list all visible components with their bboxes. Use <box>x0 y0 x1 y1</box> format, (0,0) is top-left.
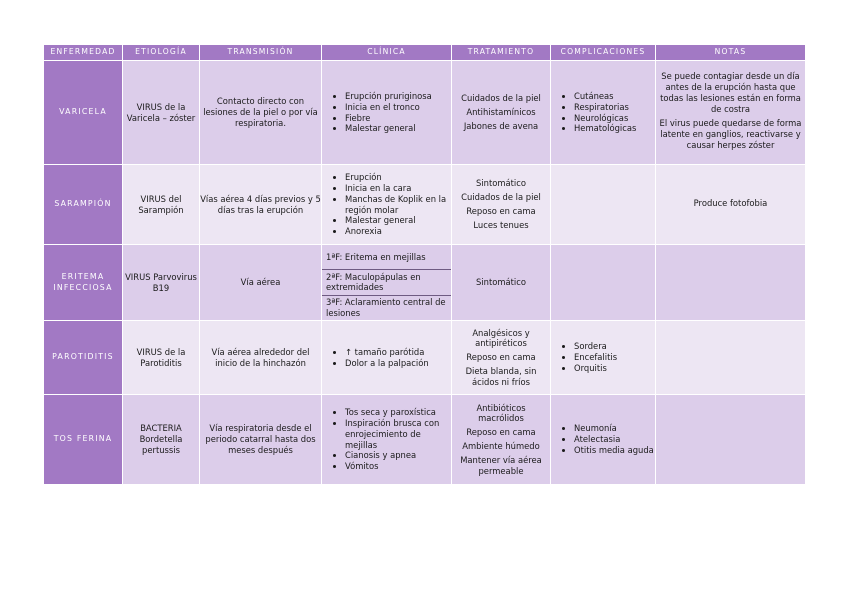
list-item: • Cutáneas <box>574 91 655 102</box>
list-item: Antihistamínicos <box>466 107 536 118</box>
list-item: • Encefalitis <box>574 352 655 363</box>
complications-cell <box>551 395 656 485</box>
list-item: • Atelectasia <box>574 434 655 445</box>
header-enfermedad: ENFERMEDAD <box>44 45 123 61</box>
phase-list <box>322 245 451 320</box>
note-text: Se puede contagiar desde un día antes de la erupción hasta que todas las lesiones están en forma de costra <box>660 71 801 114</box>
table-row <box>44 61 806 165</box>
list-item: • Malestar general <box>345 123 451 134</box>
list-item: Ambiente húmedo <box>462 441 540 451</box>
note-text: Produce fotofobia <box>693 197 768 208</box>
disease-cell: SARAMPIÓN <box>44 165 123 245</box>
notes-cell <box>656 321 806 395</box>
treatment-cell <box>452 165 551 245</box>
list-item: • Respiratorias <box>574 102 655 113</box>
list-item: Dieta blanda, sin ácidos ni fríos <box>465 365 537 387</box>
list-item: • Manchas de Koplik en la región molar <box>345 194 451 216</box>
list-item: Analgésicos y antipiréticos <box>472 327 530 349</box>
transmission-cell: Contacto directo con lesiones de la piel o por vía respiratoria. <box>200 61 322 165</box>
disease-cell: TOS FERINA <box>44 395 123 485</box>
disease-cell: ERITEMA INFECCIOSA <box>44 245 123 321</box>
list-item: Luces tenues <box>473 219 529 230</box>
table-row <box>44 245 806 321</box>
header-clinica: CLÍNICA <box>322 45 452 61</box>
list-item: Reposo en cama <box>466 427 536 438</box>
list-item: Reposo en cama <box>466 206 536 216</box>
note-text: El virus puede quedarse de forma latente en ganglios, reactivarse y causar herpes zóster <box>659 118 802 150</box>
header-notas: NOTAS <box>656 45 806 61</box>
transmission-cell: Vía respiratoria desde el periodo catarral hasta dos meses después <box>200 395 322 485</box>
etiology-cell: VIRUS del Sarampión <box>123 165 200 245</box>
complications-cell <box>551 165 656 245</box>
list-item: • Inicia en el tronco <box>345 102 451 113</box>
list-item: • Inicia en la cara <box>345 183 451 194</box>
clinic-cell <box>322 165 452 245</box>
clinic-cell <box>322 245 452 321</box>
list-item: • Inspiración brusca con enrojecimiento de mejillas <box>345 418 451 450</box>
list-item: • ↑ tamaño parótida <box>345 347 451 358</box>
header-etiologia: ETIOLOGÍA <box>123 45 200 61</box>
list-item: • Fiebre <box>345 113 451 124</box>
list-item: • Sordera <box>574 341 655 352</box>
etiology-cell: VIRUS de la Parotiditis <box>123 321 200 395</box>
etiology-cell: VIRUS Parvovirus B19 <box>123 245 200 321</box>
treatment-cell <box>452 61 551 165</box>
list-item: • Dolor a la palpación <box>345 358 451 369</box>
list-item: • Hematológicas <box>574 123 655 134</box>
list-item: • Erupción pruriginosa <box>345 91 451 102</box>
phase-2: 2ªF: Maculopápulas en extremidades <box>322 269 451 294</box>
treatment-cell <box>452 245 551 321</box>
etiology-cell: VIRUS de la Varicela – zóster <box>123 61 200 165</box>
list-item: • Orquitis <box>574 363 655 374</box>
phase-3: 3ªF: Aclaramiento central de lesiones <box>322 295 451 320</box>
diseases-table <box>43 44 806 485</box>
notes-cell <box>656 61 806 165</box>
list-item: • Vómitos <box>345 461 451 472</box>
list-item: • Cianosis y apnea <box>345 450 451 461</box>
treatment-cell <box>452 321 551 395</box>
list-item: • Tos seca y paroxística <box>345 407 451 418</box>
list-item: Cuidados de la piel <box>461 192 541 203</box>
list-item: Reposo en cama <box>466 352 536 363</box>
list-item: • Malestar general <box>345 215 451 226</box>
list-item: Antibióticos macrólidos <box>476 402 526 424</box>
clinic-cell <box>322 321 452 395</box>
list-item: • Anorexia <box>345 226 451 237</box>
disease-cell: VARICELA <box>44 61 123 165</box>
transmission-cell: Vía aérea <box>200 245 322 321</box>
header-row <box>44 45 806 61</box>
header-complicaciones: COMPLICACIONES <box>551 45 656 61</box>
complications-cell <box>551 245 656 321</box>
etiology-cell: BACTERIA Bordetella pertussis <box>123 395 200 485</box>
transmission-cell: Vías aérea 4 días previos y 5 días tras la erupción <box>200 165 322 245</box>
list-item: • Neurológicas <box>574 113 655 124</box>
notes-cell <box>656 395 806 485</box>
complications-cell <box>551 321 656 395</box>
notes-cell <box>656 245 806 321</box>
disease-cell: PAROTIDITIS <box>44 321 123 395</box>
list-item: Jabones de avena <box>463 120 539 131</box>
treatment-cell <box>452 395 551 485</box>
notes-cell <box>656 165 806 245</box>
list-item: • Otitis media aguda <box>574 445 655 456</box>
transmission-cell: Vía aérea alrededor del inicio de la hinchazón <box>200 321 322 395</box>
list-item: Sintomático <box>476 277 526 288</box>
header-transmision: TRANSMISIÓN <box>200 45 322 61</box>
list-item: Sintomático <box>476 178 526 189</box>
complications-cell <box>551 61 656 165</box>
list-item: • Erupción <box>345 172 451 183</box>
list-item: • Neumonía <box>574 423 655 434</box>
header-tratamiento: TRATAMIENTO <box>452 45 551 61</box>
clinic-cell <box>322 395 452 485</box>
phase-1: 1ªF: Eritema en mejillas <box>326 251 426 262</box>
table-row <box>44 321 806 395</box>
list-item: Mantener vía aérea permeable <box>460 454 542 476</box>
table-row <box>44 165 806 245</box>
list-item: Cuidados de la piel <box>461 93 541 104</box>
clinic-cell <box>322 61 452 165</box>
table-row <box>44 395 806 485</box>
